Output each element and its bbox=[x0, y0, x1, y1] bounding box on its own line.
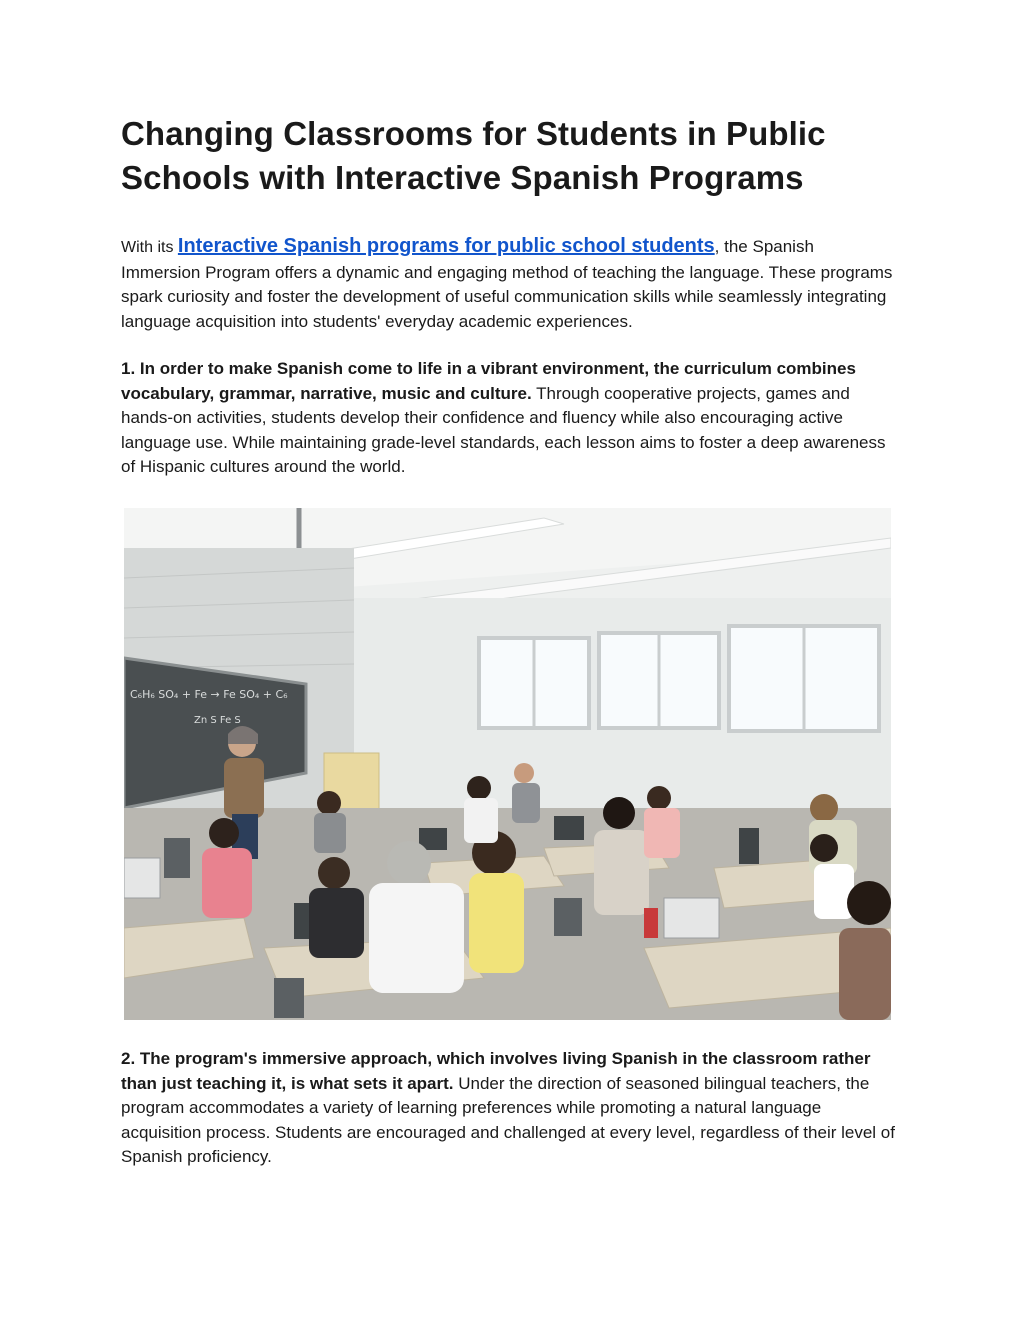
point-1-bold: 1. In order to make Spanish come to life in a vibrant environment, the curriculum combines vocabulary, grammar, narrative, music and culture. bbox=[121, 359, 856, 403]
classroom-photo bbox=[124, 508, 891, 1020]
point-1-text: Through cooperative projects, games and hands-on activities, students develop their confidence and fluency while also encouraging active language use. While maintaining grade-level standards, each lesson aims to foster a deep awareness of Hispanic cultures around the world. bbox=[121, 383, 886, 476]
point-1-paragraph bbox=[121, 357, 896, 480]
intro-paragraph bbox=[121, 234, 896, 334]
point-2-bold: 2. The program's immersive approach, which involves living Spanish in the classroom rather than just teaching it, is what sets it apart. bbox=[121, 1049, 871, 1093]
board-text-1: C₆H₆ SO₄ + Fe → Fe SO₄ + C₆ bbox=[130, 688, 288, 701]
spanish-programs-link[interactable]: Interactive Spanish programs for public school students bbox=[177, 235, 715, 257]
intro-lead: With its bbox=[121, 239, 178, 256]
article-top bbox=[121, 112, 896, 480]
point-2-paragraph bbox=[121, 1047, 896, 1170]
intro-rest: , the Spanish Immersion Program offers a dynamic and engaging method of teaching the language. These programs spark curiosity and foster the development of useful communication skills while seamlessly integrating language acquisition into students' everyday academic experiences. bbox=[121, 237, 893, 331]
article-bottom bbox=[121, 1047, 896, 1170]
board-text-2: Zn S Fe S bbox=[194, 715, 241, 726]
page-title: Changing Classrooms for Students in Public Schools with Interactive Spanish Programs bbox=[121, 115, 826, 196]
point-2-text: Under the direction of seasoned bilingual teachers, the program accommodates a variety of learning preferences while promoting a natural language acquisition process. Students are encouraged and challenged at every level, regardless of their level of Spanish proficiency. bbox=[121, 1073, 895, 1166]
